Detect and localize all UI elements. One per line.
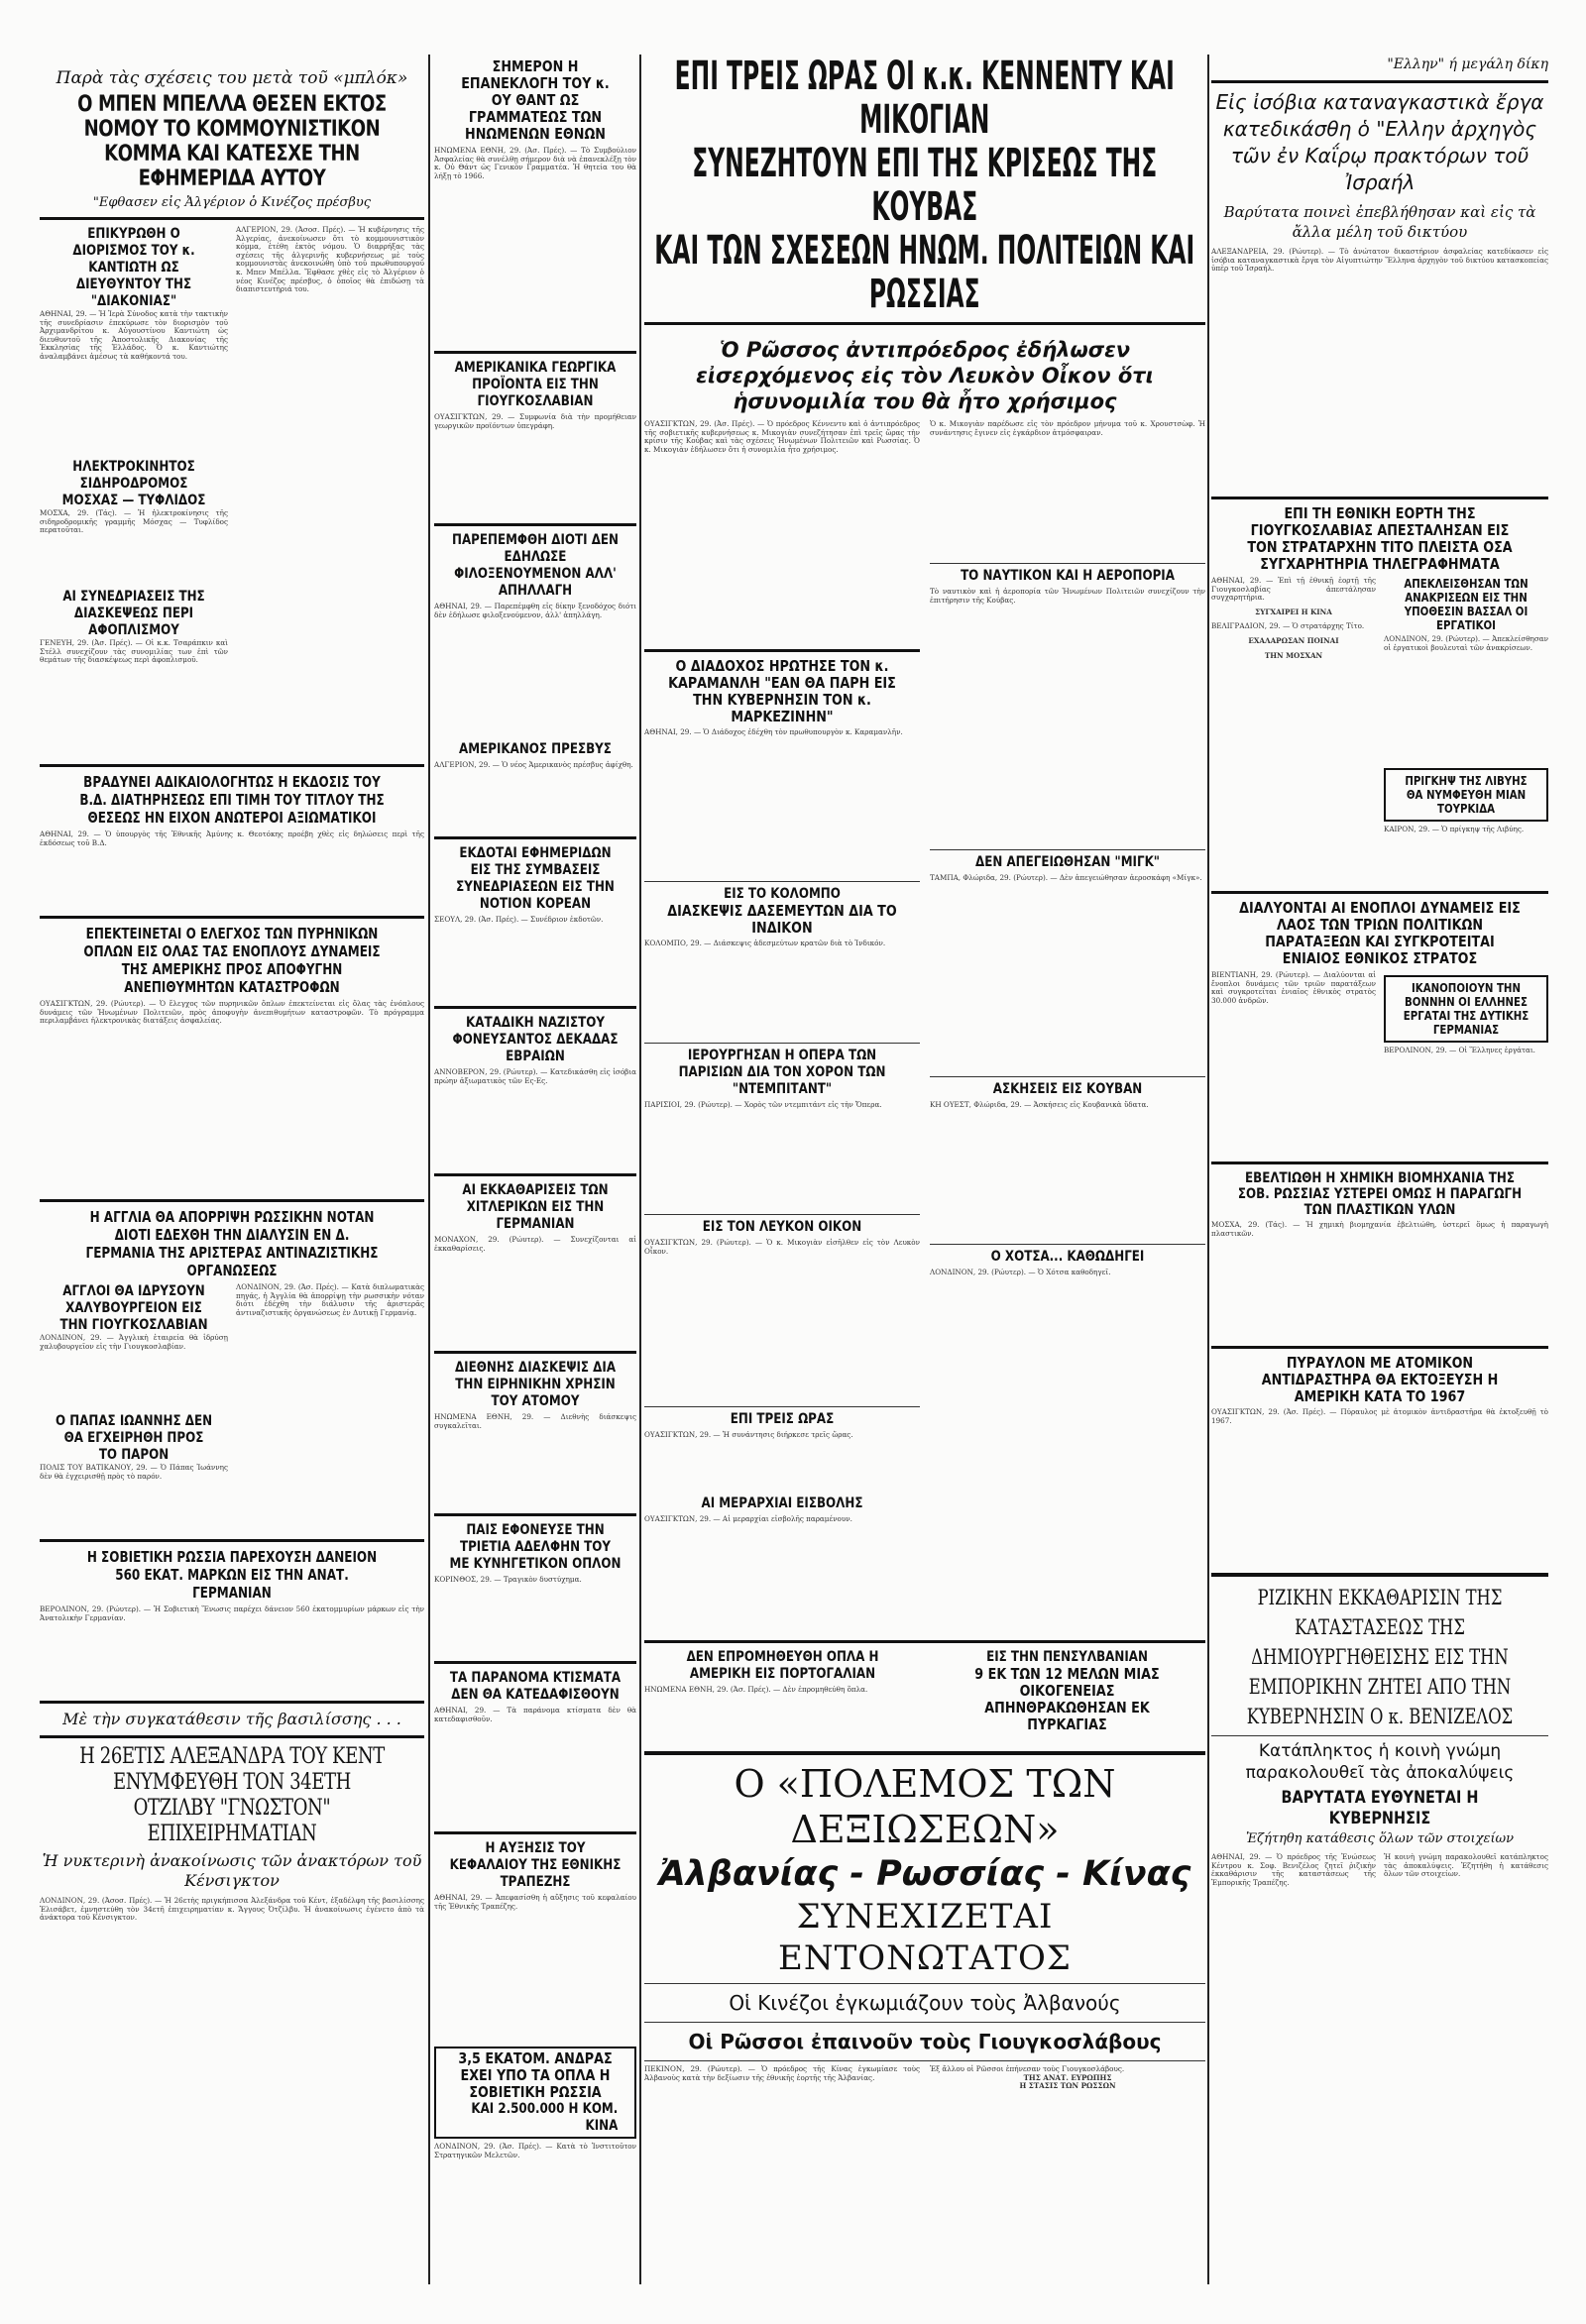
article-body: ΜΟΝΑΧΟΝ, 29. (Ρώυτερ). — Συνεχίζονται αἱ ἐκκαθαρίσεις. (434, 1235, 636, 1253)
article-heading: ΔΙΕΘΝΗΣ ΔΙΑΣΚΕΨΙΣ ΔΙΑ ΤΗΝ ΕΙΡΗΝΙΚΗΝ ΧΡΗΣΙΝ ΤΟΥ ΑΤΟΜΟΥ (454, 1360, 617, 1409)
article-body: ΟΥΑΣΙΓΚΤΩΝ, 29. — Αἱ μεραρχίαι εἰσβολῆς παραμένουν. (644, 1514, 852, 1523)
headline: Ο ΜΠΕΝ ΜΠΕΛΛΑ ΘΕΣΕΝ ΕΚΤΟΣ ΝΟΜΟΥ ΤΟ ΚΟΜΜΟΥΝΙΣΤΙΚΟΝ ΚΟΜΜΑ ΚΑΙ ΚΑΤΕΣΧΕ ΤΗΝ ΕΦΗΜΕΡΙΔΑ ΑΥΤΟΥ (77, 92, 387, 191)
article-heading: ΤΟ ΝΑΥΤΙΚΟΝ ΚΑΙ Η ΑΕΡΟΠΟΡΙΑ (961, 568, 1175, 584)
article-body: ΜΟΣΧΑ, 29. (Τάς). — Ἡ χημικὴ βιομηχανία ἐβελτιώθη, ὑστερεῖ ὅμως ἡ παραγωγὴ πλαστικῶν. (1211, 1220, 1548, 1238)
banner-line: ΕΠΙ ΤΡΕΙΣ ΩΡΑΣ ΟΙ κ.κ. ΚΕΝΝΕΝΤΥ ΚΑΙ ΜΙΚΟΓΙΑΝ (674, 55, 1175, 143)
article-body: Ἐξ ἄλλου οἱ Ρῶσσοι ἐπήνεσαν τοὺς Γιουγκοσλάβους. ΤΗΣ ΑΝΑΤ. ΕΥΡΩΠΗΣ Η ΣΤΑΣΙΣ ΤΩΝ ΡΩΣΣΩΝ (930, 2065, 1205, 2264)
article-body: ΛΟΝΔΙΝΟΝ, 29. (Ρώυτερ). — Ἀπεκλείσθησαν οἱ ἐργατικοὶ βουλευταὶ τῶν ἀνακρίσεων. (1384, 634, 1548, 652)
subheadline: παρακολουθεῖ τὰς ἀποκαλύψεις (1245, 1763, 1515, 1783)
subheadline: "Εφθασεν εἰς Ἀλγέριον ὁ Κινέζος πρέσβυς (92, 195, 372, 210)
headline: Ο «ΠΟΛΕΜΟΣ ΤΩΝ ΔΕΞΙΩΣΕΩΝ» (734, 1762, 1116, 1851)
article-body: ΗΝΩΜΕΝΑ ΕΘΝΗ, 29. (Ἀσ. Πρές). — Τὸ Συμβούλιον Ἀσφαλείας θὰ συνέλθῃ σήμερον διὰ νὰ ἐπανεκλέξῃ τὸν κ. Οὐ Θάντ ὡς Γενικὸν Γραμματέα. Ἡ θητεία του θὰ λήξῃ τὸ 1966. (434, 146, 636, 180)
article-body: ΛΟΝΔΙΝΟΝ, 29. (Ἀσ. Πρές). — Κατὰ τὸ Ἰνστιτοῦτον Στρατηγικῶν Μελετῶν. (434, 2142, 636, 2159)
article-body: Ἡ κοινὴ γνώμη παρακολουθεῖ κατάπληκτος τὰς ἀποκαλύψεις. Ἐζητήθη ἡ κατάθεσις ὅλων τῶν στοιχείων. (1384, 1852, 1548, 1879)
article-heading: ΕΠΙΚΥΡΩΘΗ Ο ΔΙΟΡΙΣΜΟΣ ΤΟΥ κ. ΚΑΝΤΙΩΤΗ ΩΣ ΔΙΕΥΘΥΝΤΟΥ ΤΗΣ "ΔΙΑΚΟΝΙΑΣ" (72, 226, 195, 309)
article-body: ΛΟΝΔΙΝΟΝ, 29. (Ἀσοσ. Πρές). — Ἡ 26ετὴς πριγκήπισσα Ἀλεξάνδρα τοῦ Κέντ, ἐξαδέλφη τῆς βασιλίσσης Ἐλισάβετ, ἐμνηστεύθη τὸν 34ετῆ ἐπιχειρηματίαν κ. Ἄγγους Ὀτζίλβυ. Ἡ ἀνακοίνωσις ἐγένετο ἀπὸ τὰ ἀνάκτορα τοῦ Κένσιγκτον. (40, 1896, 424, 1923)
article-body: ΚΟΡΙΝΘΟΣ, 29. — Τραγικὸν δυστύχημα. (434, 1575, 582, 1584)
article-body: ΛΟΝΔΙΝΟΝ, 29. (Ἀσ. Πρές). — Κατὰ διπλωματικὰς πηγάς, ἡ Ἀγγλία θὰ ἀπορρίψῃ τὴν ρωσσικὴν νόταν διότι ἐδέχθη τὴν διάλυσιν τῆς ἀριστερᾶς ἀντιναζιστικῆς ὀργανώσεως ἐν Δυτικῇ Γερμανίᾳ. (236, 1282, 424, 1317)
article-heading: ΠΥΡΑΥΛΟΝ ΜΕ ΑΤΟΜΙΚΟΝ ΑΝΤΙΔΡΑΣΤΗΡΑ ΘΑ ΕΚΤΟΞΕΥΣΗ Η ΑΜΕΡΙΚΗ ΚΑΤΑ ΤΟ 1967 (1261, 1354, 1499, 1405)
subheadline: Οἱ Ρῶσσοι ἐπαινοῦν τοὺς Γιουγκοσλάβους (688, 2030, 1162, 2053)
article-body: ΒΕΡΟΛΙΝΟΝ, 29. — Οἱ Ἕλληνες ἐργάται. (1384, 1046, 1535, 1054)
article-heading: Η ΣΟΒΙΕΤΙΚΗ ΡΩΣΣΙΑ ΠΑΡΕΧΟΥΣΗ ΔΑΝΕΙΟΝ 560 ΕΚΑΤ. ΜΑΡΚΩΝ ΕΙΣ ΤΗΝ ΑΝΑΤ. ΓΕΡΜΑΝΙΑΝ (86, 1548, 378, 1602)
article-body: ΑΝΝΟΒΕΡΟΝ, 29. (Ρώυτερ). — Κατεδικάσθη εἰς ἰσόβια πρώην ἀξιωματικὸς τῶν Ες-Ες. (434, 1067, 636, 1085)
article-body: ΠΑΡΙΣΙΟΙ, 29. (Ρώυτερ). — Χορὸς τῶν ντεμπιτάντ εἰς τὴν Ὄπερα. (644, 1100, 882, 1109)
article-heading: ΣΥΓΧΑΙΡΕΙ Η ΚΙΝΑ (1255, 607, 1332, 616)
headline: ΡΙΖΙΚΗΝ ΕΚΚΑΘΑΡΙΣΙΝ ΤΗΣ ΚΑΤΑΣΤΑΣΕΩΣ ΤΗΣ ΔΗΜΙΟΥΡΓΗΘΕΙΣΗΣ ΕΙΣ ΤΗΝ ΕΜΠΟΡΙΚΗΝ ΖΗΤΕΙ ΑΠΟ ΤΗΝ ΚΥΒΕΡΝΗΣΙΝ Ο κ. ΒΕΝΙΖΕΛΟΣ (1246, 1586, 1514, 1728)
kicker: Μὲ τὴν συγκατάθεσιν τῆς βασιλίσσης . . . (62, 1710, 401, 1728)
kicker: "Ελλην" ή μεγάλη δίκη (1387, 56, 1548, 72)
article-body: ΠΕΚΙΝΟΝ, 29. (Ρώυτερ). — Ὁ πρόεδρος τῆς Κίνας ἐγκωμίασε τοὺς Ἀλβανοὺς κατὰ τὴν δεξίωσιν τῆς ἐθνικῆς ἑορτῆς τῆς Ἀλβανίας. (644, 2064, 920, 2082)
subheadline: Ἐζήτηθη κατάθεσις ὅλων τῶν στοιχείων (1245, 1831, 1515, 1846)
article-heading: ΑΓΓΛΟΙ ΘΑ ΙΔΡΥΣΟΥΝ ΧΑΛΥΒΟΥΡΓΕΙΟΝ ΕΙΣ ΤΗΝ ΓΙΟΥΓΚΟΣΛΑΒΙΑΝ (59, 1283, 208, 1333)
article-heading: ΔΕΝ ΑΠΕΓΕΙΩΘΗΣΑΝ "ΜΙΓΚ" (975, 854, 1160, 870)
column-rule (639, 55, 641, 2284)
article-heading: 9 ΕΚ ΤΩΝ 12 ΜΕΛΩΝ ΜΙΑΣ ΟΙΚΟΓΕΝΕΙΑΣ ΑΠΗΝΘΡΑΚΩΘΗΣΑΝ ΕΚ ΠΥΡΚΑΓΙΑΣ (974, 1665, 1160, 1733)
article-body: ΛΟΝΔΙΝΟΝ, 29. (Ρώυτερ). — Ὁ Χότσα καθοδηγεῖ. (930, 1268, 1111, 1276)
banner-line: ΚΑΙ ΤΩΝ ΣΧΕΣΕΩΝ ΗΝΩΜ. ΠΟΛΙΤΕΙΩΝ ΚΑΙ ΡΩΣΣΙΑΣ (654, 228, 1195, 317)
article-heading: ΑΣΚΗΣΕΙΣ ΕΙΣ ΚΟΥΒΑΝ (992, 1081, 1143, 1097)
article-heading: ΙΚΑΝΟΠΟΙΟΥΝ ΤΗΝ ΒΟΝΝΗΝ ΟΙ ΕΛΛΗΝΕΣ ΕΡΓΑΤΑΙ ΤΗΣ ΔΥΤΙΚΗΣ ΓΕΡΜΑΝΙΑΣ (1403, 981, 1529, 1037)
article-heading: ΠΑΡΕΠΕΜΦΘΗ ΔΙΟΤΙ ΔΕΝ ΕΔΗΛΩΣΕ ΦΙΛΟΞΕΝΟΥΜΕΝΟΝ ΑΛΛ' ΑΠΗΛΛΑΓΗ (451, 532, 620, 599)
article-heading: ΑΙ ΜΕΡΑΡΧΙΑΙ ΕΙΣΒΟΛΗΣ (701, 1495, 863, 1511)
article-body: ΗΝΩΜΕΝΑ ΕΘΝΗ, 29. (Ἀσ. Πρές). — Δὲν ἐπρομηθεύθη ὅπλα. (644, 1685, 868, 1694)
article-body: ΛΟΝΔΙΝΟΝ, 29. — Ἀγγλικὴ ἑταιρεία θὰ ἱδρύσῃ χαλυβουργεῖον εἰς τὴν Γιουγκοσλαβίαν. (40, 1333, 228, 1351)
article-heading: ΕΧΑΛΑΡΩΣΑΝ ΠΟΙΝΑΙ (1248, 635, 1339, 645)
article-heading: Η ΑΓΓΛΙΑ ΘΑ ΑΠΟΡΡΙΨΗ ΡΩΣΣΙΚΗΝ ΝΟΤΑΝ ΔΙΟΤΙ ΕΔΕΧΘΗ ΤΗΝ ΔΙΑΛΥΣΙΝ ΕΝ Δ. ΓΕΡΜΑΝΙΑ ΤΗΣ ΑΡΙΣΤΕΡΑΣ ΑΝΤΙΝΑΖΙΣΤΙΚΗΣ ΟΡΓΑΝΩΣΕΩΣ (85, 1208, 379, 1279)
article-body: ΟΥΑΣΙΓΚΤΩΝ, 29. (Ἀσ. Πρές). — Ὁ πρόεδρος Κέννεντυ καὶ ὁ ἀντιπρόεδρος τῆς σοβιετικῆς κυβερνήσεως κ. Μικογιὰν συνεζήτησαν ἐπὶ τρεῖς ὥρας τὴν κρίσιν τῆς Κούβας καὶ τὰς σχέσεις Ἡνωμένων Πολιτειῶν καὶ Ρωσσίας. Ὁ κ. Μικογιὰν ἐδήλωσεν ὅτι ἡ συνομιλία ἦτο χρήσιμος. (644, 419, 920, 454)
column-rule (1207, 55, 1209, 2284)
column-2 (434, 55, 636, 2242)
article-heading: ΕΠΙ ΤΡΕΙΣ ΩΡΑΣ (730, 1411, 835, 1427)
article-body: ΑΘΗΝΑΙ, 29. — Ὁ Διάδοχος ἐδέχθη τὸν πρωθυπουργὸν κ. Καραμανλῆν. (644, 727, 903, 736)
article-heading: ΔΙΑΣΚΕΨΙΣ ΔΑΣΕΜΕΥΤΩΝ ΔΙΑ ΤΟ ΙΝΔΙΚΟΝ (667, 902, 897, 937)
article-heading: ΣΗΜΕΡΟΝ Η ΕΠΑΝΕΚΛΟΓΗ ΤΟΥ κ. ΟΥ ΘΑΝΤ ΩΣ ΓΡΑΜΜΑΤΕΩΣ ΤΩΝ ΗΝΩΜΕΝΩΝ ΕΘΝΩΝ (461, 57, 610, 143)
article-body: Τὸ ναυτικὸν καὶ ἡ ἀεροπορία τῶν Ἡνωμένων Πολιτειῶν συνεχίζουν τὴν ἐπιτήρησιν τῆς Κούβας. (930, 587, 1205, 605)
subheadline: Οἱ Κινέζοι ἐγκωμιάζουν τοὺς Ἀλβανούς (729, 1991, 1121, 2015)
article-heading: ΑΜΕΡΙΚΑΝΟΣ ΠΡΕΣΒΥΣ (459, 741, 612, 757)
article-body: Ὁ κ. Μικογιὰν παρέδωσε εἰς τὸν πρόεδρον μήνυμα τοῦ κ. Χρουστσὼφ. Ἡ συνάντησις ἔγινεν εἰς ἐγκάρδιον ἀτμόσφαιραν. (930, 419, 1205, 437)
article-heading: ΒΡΑΔΥΝΕΙ ΑΔΙΚΑΙΟΛΟΓΗΤΩΣ Η ΕΚΔΟΣΙΣ ΤΟΥ Β.Δ. ΔΙΑΤΗΡΗΣΕΩΣ ΕΠΙ ΤΙΜΗ ΤΟΥ ΤΙΤΛΟΥ ΤΗΣ ΘΕΣΕΩΣ ΗΝ ΕΙΧΟΝ ΑΝΩΤΕΡΟΙ ΑΞΙΩΜΑΤΙΚΟΙ (79, 773, 385, 827)
article-body: ΑΘΗΝΑΙ, 29. — Παρεπέμφθη εἰς δίκην ξενοδόχος διότι δὲν ἐδήλωσε φιλοξενούμενον, ἀλλ' ἀπηλλάγη. (434, 602, 636, 619)
article-heading: ΔΙΑΛΥΟΝΤΑΙ ΑΙ ΕΝΟΠΛΟΙ ΔΥΝΑΜΕΙΣ ΕΙΣ ΛΑΟΣ ΤΩΝ ΤΡΙΩΝ ΠΟΛΙΤΙΚΩΝ ΠΑΡΑΤΑΞΕΩΝ ΚΑΙ ΣΥΓΚΡΟΤΕΙΤΑΙ ΕΝΙΑΙΟΣ ΕΘΝΙΚΟΣ ΣΤΡΑΤΟΣ (1239, 899, 1521, 967)
article-heading: ΕΙΣ ΤΗΝ ΠΕΝΣΥΛΒΑΝΙΑΝ (986, 1649, 1148, 1665)
article-body: ΓΕΝΕΥΗ, 29. (Ἀσ. Πρές). — Οἱ κ.κ. Τσαράπκιν καὶ Στέλλ συνεχίζουν τὰς συνομιλίας των ἐπὶ τῶν θεμάτων τῆς διασκέψεως περὶ ἀφοπλισμοῦ. (40, 638, 228, 665)
article-heading: ΔΕΝ ΕΠΡΟΜΗΘΕΥΘΗ ΟΠΛΑ Η ΑΜΕΡΙΚΗ ΕΙΣ ΠΟΡΤΟΓΑΛΙΑΝ (686, 1649, 879, 1682)
kicker: Παρὰ τὰς σχέσεις του μετὰ τοῦ «μπλόκ» (56, 68, 408, 88)
center-column (644, 55, 1205, 2264)
article-heading: ΕΚΔΟΤΑΙ ΕΦΗΜΕΡΙΔΩΝ ΕΙΣ ΤΗΣ ΣΥΜΒΑΣΕΙΣ ΣΥΝΕΔΡΙΑΣΕΩΝ ΕΙΣ ΤΗΝ ΝΟΤΙΟΝ ΚΟΡΕΑΝ (456, 845, 615, 912)
article-body: ΟΥΑΣΙΓΚΤΩΝ, 29. (Ρώυτερ). — Ὁ κ. Μικογιὰν εἰσῆλθεν εἰς τὸν Λευκὸν Οἶκον. (644, 1238, 920, 1256)
article-heading: ΚΑΤΑΔΙΚΗ ΝΑΖΙΣΤΟΥ ΦΟΝΕΥΣΑΝΤΟΣ ΔΕΚΑΔΑΣ ΕΒΡΑΙΩΝ (452, 1015, 619, 1064)
article-body: ΠΟΛΙΣ ΤΟΥ ΒΑΤΙΚΑΝΟΥ, 29. — Ὁ Πάπας Ἰωάννης δὲν θὰ ἐγχειρισθῇ πρὸς τὸ παρόν. (40, 1463, 228, 1481)
article-heading: ΚΑΙ 2.500.000 Η ΚΟΜ. ΚΙΝΑ (471, 2101, 619, 2134)
article-body: ΑΘΗΝΑΙ, 29. — Ἐπὶ τῇ ἐθνικῇ ἑορτῇ τῆς Γιουγκοσλαβίας ἀπεστάλησαν συγχαρητήρια. ΣΥΓΧΑΙΡΕΙ Η ΚΙΝΑ ΒΕΛΙΓΡΑΔΙΟΝ, 29. — Ὁ στρατάρχης Τίτο. ΕΧΑΛΑΡΩΣΑΝ ΠΟΙΝΑΙ ΤΗΝ ΜΟΣΧΑΝ (1211, 576, 1376, 660)
article-body: ΑΘΗΝΑΙ, 29. — Ὁ ὑπουργὸς τῆς Ἐθνικῆς Ἀμύνης κ. Θεοτόκης προέβη χθὲς εἰς δηλώσεις περὶ τῆς ἐκδόσεως τοῦ Β.Δ. (40, 830, 424, 847)
subheadline: Κατάπληκτος ἡ κοινὴ γνώμη (1258, 1741, 1502, 1761)
article-body: ΜΟΣΧΑ, 29. (Τάς). — Ἡ ἠλεκτροκίνησις τῆς σιδηροδρομικῆς γραμμῆς Μόσχας — Τυφλίδος περατοῦται. (40, 508, 228, 535)
article-heading: ΤΗΣ ΑΝΑΤ. ΕΥΡΩΠΗΣ (1023, 2072, 1112, 2082)
article-heading: Η ΣΤΑΣΙΣ ΤΩΝ ΡΩΣΣΩΝ (1019, 2081, 1116, 2091)
article-body: ΒΙΕΝΤΙΑΝΗ, 29. (Ρώυτερ). — Διαλύονται αἱ ἔνοπλοι δυνάμεις τῶν τριῶν παρατάξεων καὶ συγκροτεῖται ἐνιαῖος ἐθνικὸς στρατὸς 30.000 ἀνδρῶν. (1211, 970, 1376, 1005)
article-heading: ΤΗΝ ΜΟΣΧΑΝ (1264, 650, 1323, 660)
subheadline: Βαρύτατα ποινεὶ ἐπεβλήθησαν καὶ εἰς τὰ ἄλλα μέλη τοῦ δικτύου (1223, 203, 1536, 241)
article-heading: ΑΙ ΣΥΝΕΔΡΙΑΣΕΙΣ ΤΗΣ ΔΙΑΣΚΕΨΕΩΣ ΠΕΡΙ ΑΦΟΠΛΙΣΜΟΥ (62, 589, 205, 638)
article-heading: ΙΕΡΟΥΡΓΗΣΑΝ Η ΟΠΕΡΑ ΤΩΝ ΠΑΡΙΣΙΩΝ ΔΙΑ ΤΟΝ ΧΟΡΟΝ ΤΩΝ "ΝΤΕΜΠΙΤΑΝΤ" (678, 1048, 886, 1097)
article-heading: ΕΒΕΛΤΙΩΘΗ Η ΧΗΜΙΚΗ ΒΙΟΜΗΧΑΝΙΑ ΤΗΣ ΣΟΒ. ΡΩΣΣΙΑΣ ΥΣΤΕΡΕΙ ΟΜΩΣ Η ΠΑΡΑΓΩΓΗ ΤΩΝ ΠΛΑΣΤΙΚΩΝ ΥΛΩΝ (1237, 1170, 1523, 1218)
headline: Η 26ΕΤΙΣ ΑΛΕΞΑΝΔΡΑ ΤΟΥ ΚΕΝΤ ΕΝΥΜΦΕΥΘΗ ΤΟΝ 34ΕΤΗ ΟΤΖΙΛΒΥ "ΓΝΩΣΤΟΝ" ΕΠΙΧΕΙΡΗΜΑΤΙΑΝ (79, 1744, 385, 1846)
article-body: ΣΕΟΥΛ, 29. (Ἀσ. Πρές). — Συνέδριον ἐκδοτῶν. (434, 915, 604, 924)
article-heading: Ο ΧΟΤΣΑ... ΚΑΘΩΔΗΓΕΙ (990, 1249, 1145, 1265)
article-body: ΚΑΙΡΟΝ, 29. — Ὁ πρίγκηψ τῆς Λιβύης. (1384, 825, 1525, 833)
article-body: ΑΘΗΝΑΙ, 29. — Τὰ παράνομα κτίσματα δὲν θὰ κατεδαφισθοῦν. (434, 1706, 636, 1723)
article-heading: 3,5 ΕΚΑΤΟΜ. ΑΝΔΡΑΣ ΕΧΕΙ ΥΠΟ ΤΑ ΟΠΛΑ Η ΣΟΒΙΕΤΙΚΗ ΡΩΣΣΙΑ (458, 2049, 613, 2101)
article-body: ΑΛΓΕΡΙΟΝ, 29. (Ἀσοσ. Πρές). — Ἡ κυβέρνησις τῆς Ἀλγερίας, ἀνεκοίνωσεν ὅτι τὸ κομμουνιστικὸν κόμμα, ἐτέθη ἐκτὸς νόμου. Ὁ διαρρήξας τὰς σχέσεις τῆς ἀλγερινῆς κυβερνήσεως μὲ τοὺς κομμουνιστὰς ἀνεκοινώθη ὑπὸ τοῦ πρωθυπουργοῦ κ. Μπεν Μπέλλα. Ἔφθασε χθὲς εἰς τὸ Ἀλγέριον ὁ νέος Κινέζος πρέσβυς, ὁ ὁποῖος θὰ ἐπιδώσῃ τὰ διαπιστευτήριά του. (236, 225, 424, 294)
banner-subhead: Ὁ Ρῶσσος ἀντιπρόεδρος ἐδήλωσεν εἰσερχόμενος εἰς τὸν Λευκὸν Οἶκον ὅτι ἡσυνομιλία του θὰ ἦτο χρήσιμος (696, 338, 1154, 413)
article-body: ΟΥΑΣΙΓΚΤΩΝ, 29. (Ρώυτερ). — Ὁ ἔλεγχος τῶν πυρηνικῶν ὅπλων ἐπεκτείνεται εἰς ὅλας τὰς ἐνόπλους δυνάμεις τῶν Ἡνωμένων Πολιτειῶν, πρὸς ἀποφυγὴν ἀνεπιθυμήτων καταστροφῶν. Τὸ πρόγραμμα περιλαμβάνει ἠλεκτρονικὰς διατάξεις ἀσφαλείας. (40, 999, 424, 1026)
headline: ΣΥΝΕΧΙΖΕΤΑΙ ΕΝΤΟΝΩΤΑΤΟΣ (778, 1897, 1072, 1978)
article-heading: ΗΛΕΚΤΡΟΚΙΝΗΤΟΣ ΣΙΔΗΡΟΔΡΟΜΟΣ ΜΟΣΧΑΣ — ΤΥΦΛΙΔΟΣ (61, 459, 206, 508)
article-heading: Η ΑΥΞΗΣΙΣ ΤΟΥ ΚΕΦΑΛΑΙΟΥ ΤΗΣ ΕΘΝΙΚΗΣ ΤΡΑΠΕΖΗΣ (449, 1840, 622, 1890)
article-body: ΚΟΛΟΜΠΟ, 29. — Διάσκεψις ἀδεσμεύτων κρατῶν διὰ τὸ Ἰνδικόν. (644, 939, 886, 947)
article-heading: ΒΑΡΥΤΑΤΑ ΕΥΘΥΝΕΤΑΙ Η ΚΥΒΕΡΝΗΣΙΣ (1281, 1788, 1479, 1828)
article-body: ΑΛΓΕΡΙΟΝ, 29. — Ὁ νέος Ἀμερικανὸς πρέσβυς ἀφίχθη. (434, 760, 633, 769)
article-body: ΑΘΗΝΑΙ, 29. — Ὁ πρόεδρος τῆς Ἑνώσεως Κέντρου κ. Σοφ. Βενιζέλος ζητεῖ ῥιζικὴν ἐκκαθάρισιν τῆς καταστάσεως τῆς Ἐμπορικῆς Τραπέζης. (1211, 1852, 1376, 1887)
article-heading: Ο ΠΑΠΑΣ ΙΩΑΝΝΗΣ ΔΕΝ ΘΑ ΕΓΧΕΙΡΗΘΗ ΠΡΟΣ ΤΟ ΠΑΡΟΝ (55, 1413, 213, 1463)
column-rule (428, 55, 430, 2284)
headline: Ἀλβανίας - Ρωσσίας - Κίνας (658, 1854, 1191, 1894)
article-body: ΟΥΑΣΙΓΚΤΩΝ, 29. — Συμφωνία διὰ τὴν προμήθειαν γεωργικῶν προϊόντων ὑπεγράφη. (434, 412, 636, 430)
article-body: ΑΛΕΞΑΝΔΡΕΙΑ, 29. (Ρώυτερ). — Τὸ ἀνώτατον δικαστήριον ἀσφαλείας κατεδίκασεν εἰς ἰσόβια καταναγκαστικὰ ἔργα τὸν Αἰγυπτιώτην Ἕλληνα ἀρχηγὸν τοῦ δικτύου κατασκοπείας ὑπὲρ τοῦ Ἰσραήλ. (1211, 247, 1548, 274)
article-heading: Ο ΔΙΑΔΟΧΟΣ ΗΡΩΤΗΣΕ ΤΟΝ κ. ΚΑΡΑΜΑΝΛΗ "ΕΑΝ ΘΑ ΠΑΡΗ ΕΙΣ ΤΗΝ ΚΥΒΕΡΝΗΣΙΝ ΤΟΝ κ. ΜΑΡΚΕΖΙΝΗΝ" (668, 657, 896, 725)
article-body: ΤΑΜΠΑ, Φλώριδα, 29. (Ρώυτερ). — Δὲν ἀπεγειώθησαν ἀεροσκάφη «Μίγκ». (930, 873, 1202, 882)
article-heading: ΑΜΕΡΙΚΑΝΙΚΑ ΓΕΩΡΓΙΚΑ ΠΡΟΪΟΝΤΑ ΕΙΣ ΤΗΝ ΓΙΟΥΓΚΟΣΛΑΒΙΑΝ (454, 360, 617, 409)
article-heading: ΑΙ ΕΚΚΑΘΑΡΙΣΕΙΣ ΤΩΝ ΧΙΤΛΕΡΙΚΩΝ ΕΙΣ ΤΗΝ ΓΕΡΜΑΝΙΑΝ (462, 1182, 609, 1232)
article-heading: ΤΑ ΠΑΡΑΝΟΜΑ ΚΤΙΣΜΑΤΑ ΔΕΝ ΘΑ ΚΑΤΕΔΑΦΙΣΘΟΥΝ (449, 1670, 622, 1703)
article-heading: ΕΙΣ ΤΟΝ ΛΕΥΚΟΝ ΟΙΚΟΝ (702, 1219, 862, 1235)
article-heading: ΠΡΙΓΚΗΨ ΤΗΣ ΛΙΒΥΗΣ ΘΑ ΝΥΜΦΕΥΘΗ ΜΙΑΝ ΤΟΥΡΚΙΔΑ (1405, 774, 1528, 816)
article-heading: ΕΠΙ ΤΗ ΕΘΝΙΚΗ ΕΟΡΤΗ ΤΗΣ ΓΙΟΥΓΚΟΣΛΑΒΙΑΣ ΑΠΕΣΤΑΛΗΣΑΝ ΕΙΣ ΤΟΝ ΣΤΡΑΤΑΡΧΗΝ ΤΙΤΟ ΠΛΕΙΣΤΑ ΟΣΑ ΣΥΓΧΑΡΗΤΗΡΙΑ ΤΗΛΕΓΡΑΦΗΜΑΤΑ (1247, 504, 1513, 573)
article-heading: ΠΑΙΣ ΕΦΟΝΕΥΣΕ ΤΗΝ ΤΡΙΕΤΙΑ ΑΔΕΛΦΗΝ ΤΟΥ ΜΕ ΚΥΝΗΓΕΤΙΚΟΝ ΟΠΛΟΝ (449, 1522, 622, 1572)
headline: Εἰς ἰσόβια καταναγκαστικὰ ἔργα κατεδικάσθη ὁ "Ελλην ἀρχηγὸς τῶν ἐν Καΐρῳ πρακτόρων τοῦ Ἰσραήλ (1215, 90, 1544, 194)
article-heading: ΕΠΕΚΤΕΙΝΕΤΑΙ Ο ΕΛΕΓΧΟΣ ΤΩΝ ΠΥΡΗΝΙΚΩΝ ΟΠΛΩΝ ΕΙΣ ΟΛΑΣ ΤΑΣ ΕΝΟΠΛΟΥΣ ΔΥΝΑΜΕΙΣ ΤΗΣ ΑΜΕΡΙΚΗΣ ΠΡΟΣ ΑΠΟΦΥΓΗΝ ΑΝΕΠΙΘΥΜΗΤΩΝ ΚΑΤΑΣΤΡΟΦΩΝ (83, 925, 381, 996)
article-body: ΗΝΩΜΕΝΑ ΕΘΝΗ, 29. — Διεθνὴς διάσκεψις συγκαλεῖται. (434, 1412, 636, 1430)
left-column (40, 55, 424, 2085)
article-body: ΒΕΡΟΛΙΝΟΝ, 29. (Ρώυτερ). — Ἡ Σοβιετικὴ Ἕνωσις παρέχει δάνειον 560 ἑκατομμυρίων μάρκων εἰς τὴν Ἀνατολικὴν Γερμανίαν. (40, 1605, 424, 1622)
article-heading: ΕΙΣ ΤΟ ΚΟΛΟΜΠΟ (724, 886, 841, 902)
banner-line: ΣΥΝΕΖΗΤΟΥΝ ΕΠΙ ΤΗΣ ΚΡΙΣΕΩΣ ΤΗΣ ΚΟΥΒΑΣ (692, 141, 1158, 230)
article-body: ΟΥΑΣΙΓΚΤΩΝ, 29. (Ἀσ. Πρές). — Πύραυλος μὲ ἀτομικὸν ἀντιδραστῆρα θὰ ἐκτοξευθῇ τὸ 1967. (1211, 1407, 1548, 1425)
article-body: ΟΥΑΣΙΓΚΤΩΝ, 29. — Ἡ συνάντησις διήρκεσε τρεῖς ὥρας. (644, 1430, 853, 1439)
article-body: ΑΘΗΝΑΙ, 29. — Ἡ Ἱερὰ Σύνοδος κατὰ τὴν τακτικὴν τῆς συνεδρίασιν ἐπεκύρωσε τὸν διορισμὸν τοῦ Ἀρχιμανδρίτου κ. Αὐγουστίνου Καντιώτη ὡς διευθυντοῦ τῆς Ἀποστολικῆς Διακονίας τῆς Ἐκκλησίας τῆς Ἑλλάδος. Ὁ κ. Καντιώτης ἀναλαμβάνει ἀμέσως τὰ καθήκοντά του. (40, 309, 228, 361)
subheadline: Ἡ νυκτερινὴ ἀνακοίνωσις τῶν ἀνακτόρων τοῦ Κένσιγκτον (42, 1851, 422, 1890)
article-body: ΚΗ ΟΥΕΣΤ, Φλώριδα, 29. — Ἀσκήσεις εἰς Κουβανικὰ ὕδατα. (930, 1100, 1149, 1109)
right-column (1211, 55, 1548, 2091)
article-heading: ΑΠΕΚΛΕΙΣΘΗΣΑΝ ΤΩΝ ΑΝΑΚΡΙΣΕΩΝ ΕΙΣ ΤΗΝ ΥΠΟΘΕΣΙΝ ΒΑΣΣΑΛ ΟΙ ΕΡΓΑΤΙΚΟΙ (1404, 577, 1529, 632)
article-body: ΑΘΗΝΑΙ, 29. — Ἀπεφασίσθη ἡ αὔξησις τοῦ κεφαλαίου τῆς Ἐθνικῆς Τραπέζης. (434, 1893, 636, 1911)
